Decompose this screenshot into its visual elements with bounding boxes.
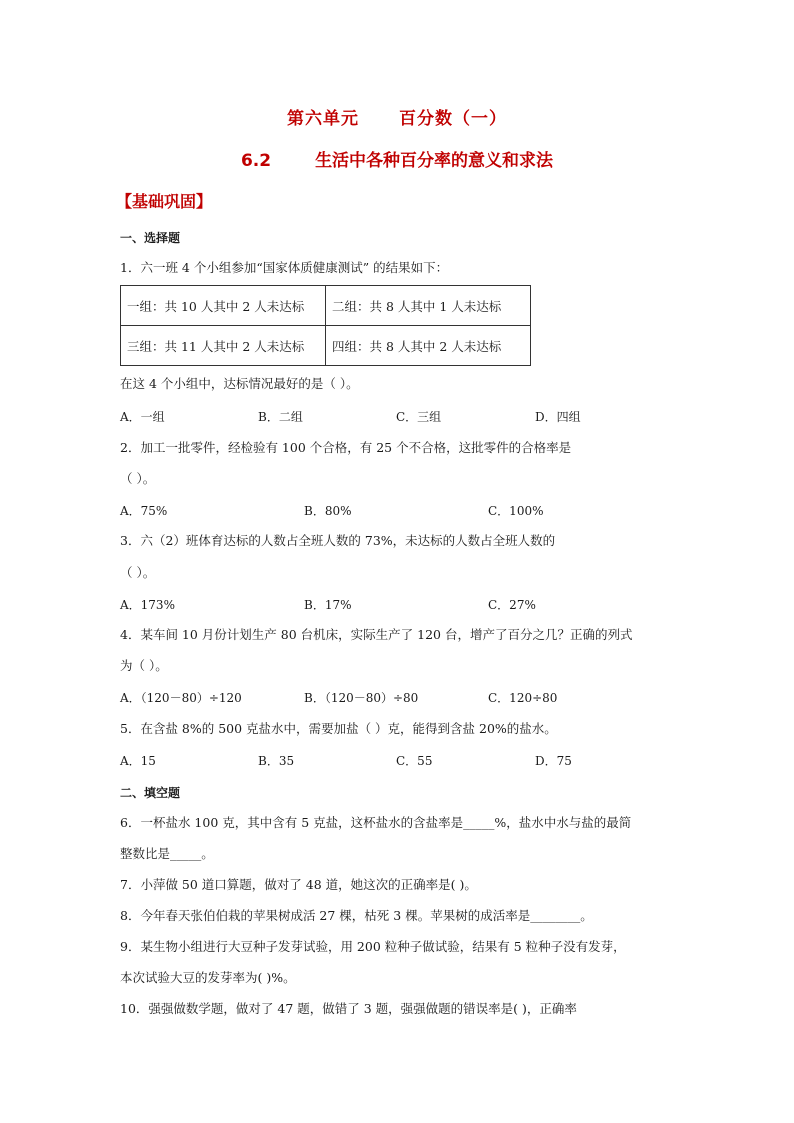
q9-line1: 9．某生物小组进行大豆种子发芽试验，用 200 粒种子做试验，结果有 5 粒种子没有发芽，: [120, 939, 626, 954]
option: A．15: [120, 754, 156, 768]
option: A．75%: [120, 504, 168, 518]
q4-line1: 4．某车间 10 月份计划生产 80 台机床，实际生产了 120 台，增产了百分之几？正确的列式: [120, 627, 633, 642]
q1-followup: 在这 4 个小组中，达标情况最好的是（ ）。: [120, 376, 359, 391]
q8-text: 8．今年春天张伯伯栽的苹果树成活 27 棵，枯死 3 棵。苹果树的成活率是________。: [120, 908, 593, 923]
table-cell: 一组：共 10 人其中 2 人未达标: [121, 286, 326, 326]
q2-options: [120, 502, 680, 520]
lesson-name: 生活中各种百分率的意义和求法: [315, 151, 554, 171]
q5-options: [120, 752, 680, 770]
option: B．17%: [304, 598, 352, 612]
option: B．二组: [258, 410, 303, 424]
part2-heading: 二、填空题: [120, 786, 181, 800]
q3-options: [120, 596, 680, 614]
unit-number: 第六单元: [287, 109, 359, 129]
q3-line1: 3．六（2）班体育达标的人数占全班人数的 73%，未达标的人数占全班人数的: [120, 533, 556, 548]
option: B．80%: [304, 504, 352, 518]
option: C．27%: [488, 598, 536, 612]
lesson-title: [0, 146, 794, 171]
section-label: 【基础巩固】: [116, 192, 213, 211]
unit-title: [0, 104, 794, 129]
option: B．35: [258, 754, 295, 768]
part1-heading: 一、选择题: [120, 231, 181, 245]
q5-line1: 5．在含盐 8%的 500 克盐水中，需要加盐（ ）克，能得到含盐 20%的盐水。: [120, 721, 557, 736]
option: C．100%: [488, 504, 544, 518]
q4-options: [120, 689, 680, 707]
option: A．（120－80）÷120: [120, 691, 242, 705]
option: C．55: [396, 754, 433, 768]
option: A．173%: [120, 598, 175, 612]
q6-line2: 整数比是_____。: [120, 846, 214, 861]
table-row: [121, 326, 531, 366]
unit-topic: 百分数（一）: [399, 109, 507, 129]
option: C．三组: [396, 410, 442, 424]
option: D．四组: [535, 410, 581, 424]
q9-line2: 本次试验大豆的发芽率为( )%。: [120, 970, 296, 985]
q2-line2: （ ）。: [120, 471, 156, 486]
option: D．75: [535, 754, 572, 768]
q3-line2: （ ）。: [120, 565, 156, 580]
lesson-number: 6.2: [240, 151, 272, 171]
q10-line1: 10．强强做数学题，做对了 47 题，做错了 3 题，强强做题的错误率是( )，正确率: [120, 1001, 577, 1016]
q1-results-table: [120, 285, 531, 366]
table-cell: 三组：共 11 人其中 2 人未达标: [121, 326, 326, 366]
option: C．120÷80: [488, 691, 558, 705]
table-cell: 二组：共 8 人其中 1 人未达标: [326, 286, 531, 326]
q6-line1: 6．一杯盐水 100 克，其中含有 5 克盐，这杯盐水的含盐率是_____%，盐水中水与盐的最简: [120, 815, 632, 830]
q4-line2: 为（ ）。: [120, 658, 168, 673]
table-row: [121, 286, 531, 326]
q1-stem: 1．六一班 4 个小组参加“国家体质健康测试” 的结果如下：: [120, 260, 449, 275]
table-cell: 四组：共 8 人其中 2 人未达标: [326, 326, 531, 366]
q7-text: 7．小萍做 50 道口算题，做对了 48 道，她这次的正确率是( )。: [120, 877, 477, 892]
q2-line1: 2．加工一批零件，经检验有 100 个合格，有 25 个不合格，这批零件的合格率是: [120, 440, 572, 455]
q1-options: [120, 408, 680, 426]
option: B．（120－80）÷80: [304, 691, 419, 705]
option: A．一组: [120, 410, 165, 424]
